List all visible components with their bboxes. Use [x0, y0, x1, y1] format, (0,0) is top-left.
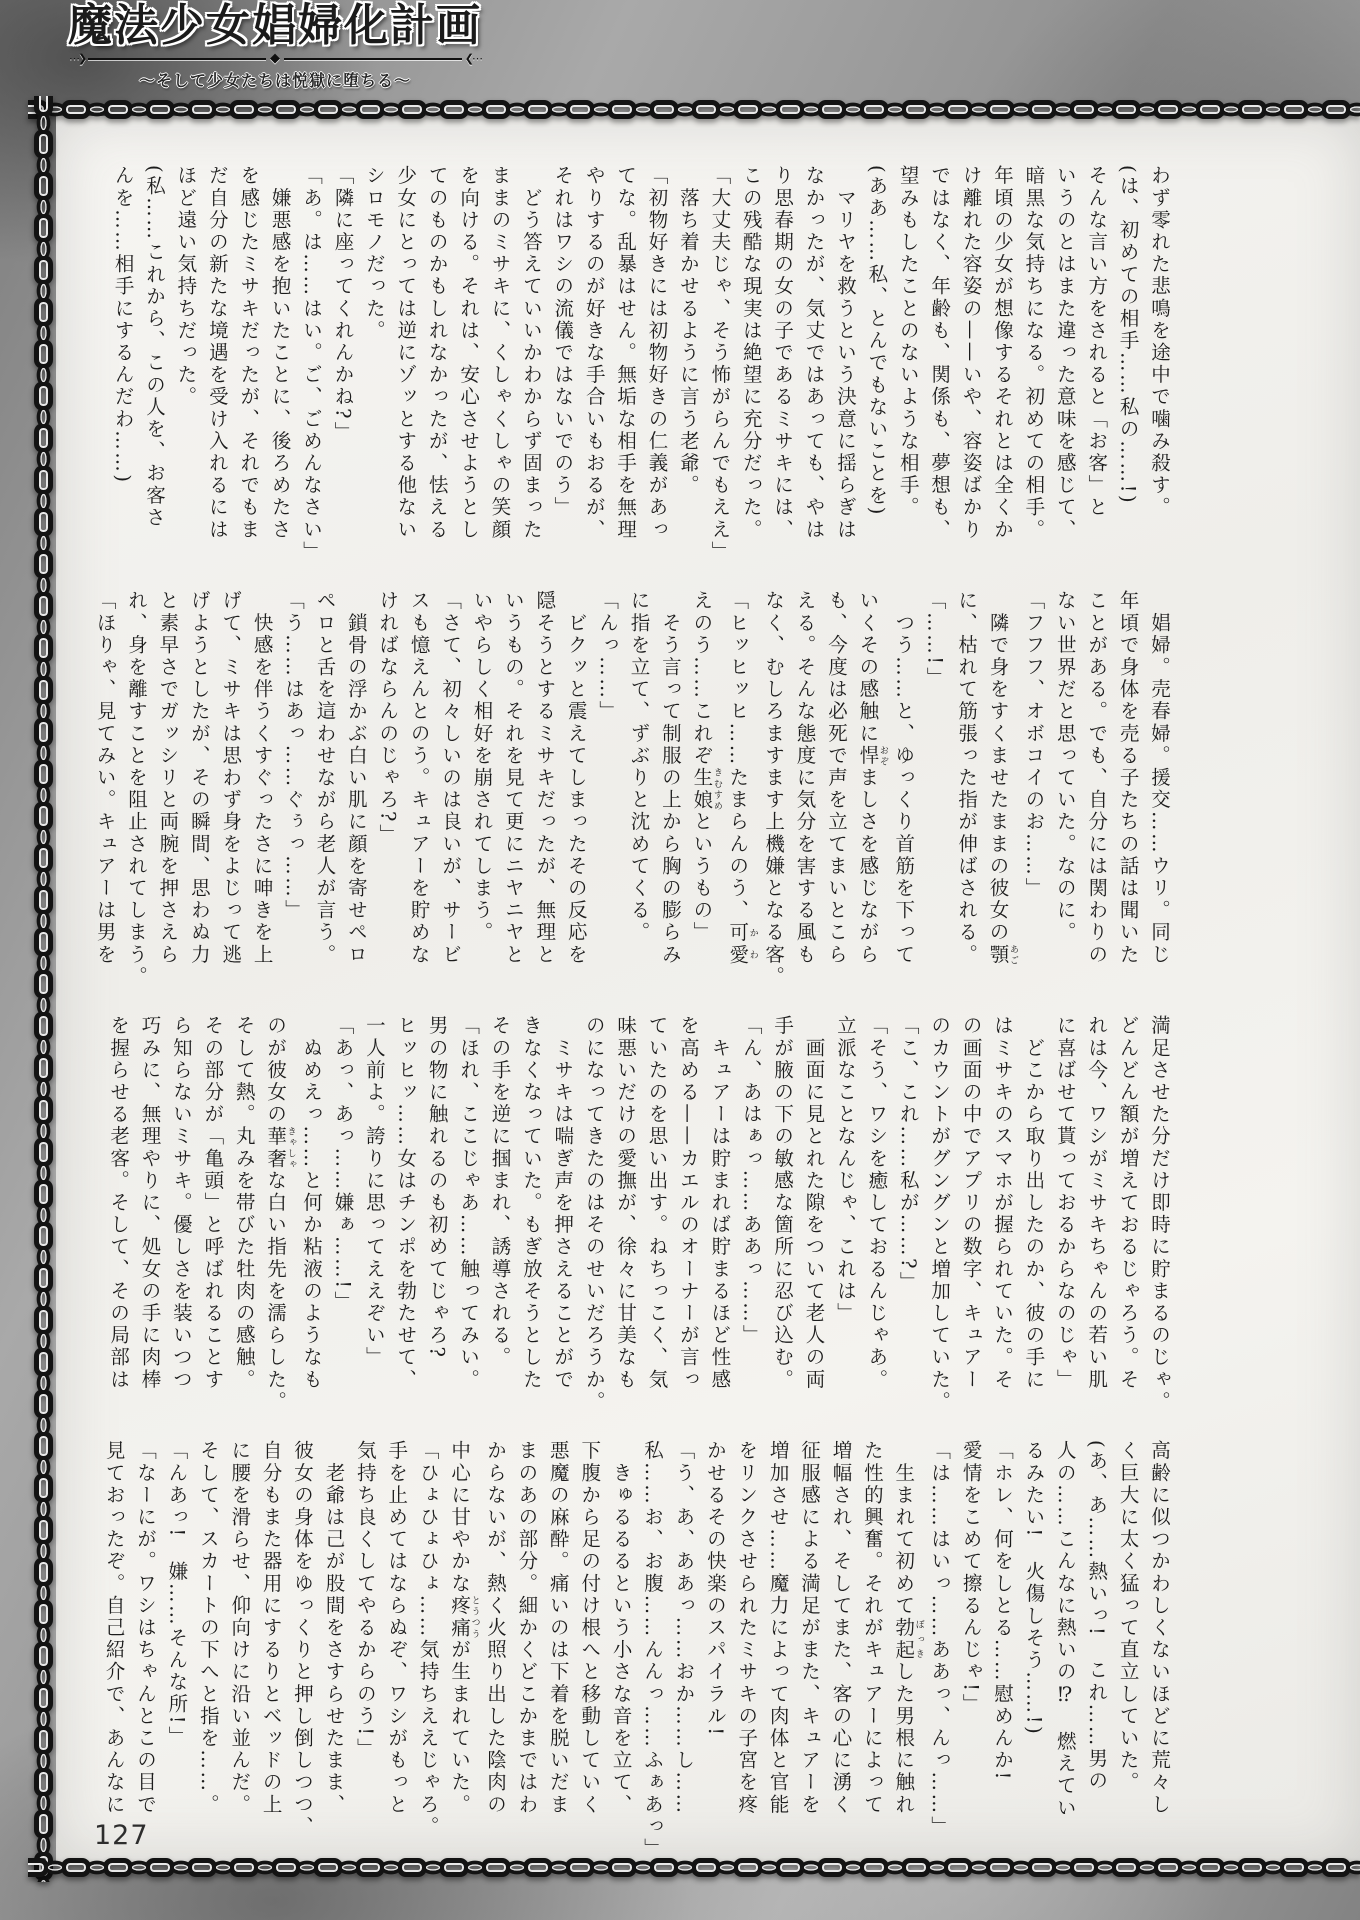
- page-number: 127: [94, 1820, 149, 1851]
- text-column: わず零れた悲鳴を途中で噛み殺す。: [1148, 165, 1171, 519]
- chain-link: [632, 1861, 654, 1875]
- chain-link: [37, 1582, 51, 1604]
- text-column: (あ、あ……熱いっ! これ……男の: [1085, 1440, 1109, 1793]
- chain-link: [758, 103, 780, 117]
- text-column: 画面に見とれた隙をついて老人の両: [802, 1015, 826, 1391]
- chain-link: [44, 1861, 66, 1875]
- text-column: てな。乱暴はせん。無垢な相手を無理: [614, 165, 638, 541]
- chain-link: [37, 280, 51, 302]
- text-column: んを……相手にするんだわ……): [111, 165, 135, 485]
- text-column: いうもの。それを見て更にニヤニヤと: [501, 590, 525, 966]
- text-column: そして熱。丸みを帯びた牡肉の感触。: [232, 1015, 256, 1391]
- chain-link: [86, 103, 108, 117]
- chain-link: [37, 1834, 51, 1856]
- chain-link: [548, 103, 570, 117]
- text-column: スも憶えんとのう。キュアーを貯めな: [407, 590, 431, 966]
- text-column: 落ち着かせるように言う老爺。: [676, 165, 700, 497]
- text-column: はミサキのスマホが握られていた。そ: [990, 1015, 1014, 1391]
- text-column: と素早さでガッシリと両腕を押さえら: [156, 590, 180, 966]
- chain-link: [37, 238, 51, 260]
- chain-link: [37, 1414, 51, 1436]
- text-column: なく、むしろますます上機嫌となる客。: [762, 590, 786, 988]
- text-column: 手を止めてはならぬぞ、ワシがもっと: [385, 1440, 409, 1816]
- text-column: 「ほりゃ、見てみい。キュアーは男を: [93, 590, 117, 966]
- chain-link: [1178, 1861, 1200, 1875]
- chain-link: [1262, 103, 1284, 117]
- chain-link: [37, 1792, 51, 1814]
- chain-link: [1136, 1861, 1158, 1875]
- chain-link: [37, 364, 51, 386]
- text-column: のになってきたのはそのせいだろうか。: [582, 1015, 606, 1413]
- text-column: かせるその快楽のスパイラル!: [703, 1440, 727, 1738]
- text-column: 増幅され、そしてまた、客の心に湧く: [829, 1440, 853, 1816]
- text-column: どう答えていいかわからず固まった: [519, 165, 543, 541]
- text-column: 「フフフ、オボコイのお……」: [1022, 590, 1046, 900]
- chain-border-bottom: [28, 1854, 1360, 1882]
- text-column: それはワシの流儀ではないでのう」: [551, 165, 575, 519]
- text-column: 「う、あ、ああっ……おか……し……: [672, 1440, 696, 1816]
- chain-link: [842, 1861, 864, 1875]
- chain-link: [37, 1708, 51, 1730]
- chain-link: [37, 1498, 51, 1520]
- chain-link: [37, 532, 51, 554]
- text-column: け離れた容姿の——いや、容姿ばかり: [959, 165, 983, 541]
- chain-link: [548, 1861, 570, 1875]
- text-column: える。そんな態度に気分を害する風も: [793, 590, 817, 966]
- title-divider-ornament: ⋯❯ ◆ ❮⋯: [69, 51, 481, 67]
- text-column: なかったが、気丈ではあっても、やは: [802, 165, 826, 541]
- chain-link: [968, 1861, 990, 1875]
- chain-link: [506, 1861, 528, 1875]
- chain-border-left: [30, 96, 58, 1882]
- text-column: 「ホレ、何をしとる……慰めんか!: [990, 1440, 1014, 1782]
- text-column: れ、身を離すことを阻止されてしまう。: [125, 590, 148, 988]
- chain-link: [884, 1861, 906, 1875]
- chain-link: [926, 103, 948, 117]
- chain-link: [37, 1456, 51, 1478]
- text-column: 中心に甘やかな疼痛とうつうが生まれていた。: [448, 1440, 480, 1816]
- chain-link: [800, 1861, 822, 1875]
- text-column: の画面の中でアプリの数字、キュアー: [959, 1015, 983, 1391]
- text-column: シロモノだった。: [362, 165, 386, 342]
- chain-link: [1220, 103, 1242, 117]
- text-column: 年頃で身体を売る子たちの話は聞いた: [1116, 590, 1140, 966]
- chain-link: [37, 1162, 51, 1184]
- text-column: 「……!」: [923, 590, 947, 689]
- chain-link: [464, 103, 486, 117]
- chain-link: [37, 784, 51, 806]
- chain-link: [1094, 103, 1116, 117]
- chain-link: [380, 1861, 402, 1875]
- chain-link: [37, 196, 51, 218]
- book-title: 魔法少女娼婦化計画: [68, 0, 482, 51]
- text-column: 「は……はいっ……ああっ、んっ……」: [928, 1440, 952, 1838]
- text-column: そして、スカートの下へと指を……。: [196, 1440, 220, 1816]
- text-column: ことがある。でも、自分には関わりの: [1085, 590, 1109, 966]
- text-column: 悪魔の麻酔。痛いのは下着を脱いだま: [546, 1440, 570, 1816]
- text-column: 鎖骨の浮かぶ白い肌に顔を寄せペロ: [344, 590, 368, 966]
- chain-link: [37, 1330, 51, 1352]
- text-column: 「あっ、あっ……嫌ぁ……!」: [331, 1015, 355, 1313]
- chain-link: [37, 952, 51, 974]
- chain-link: [800, 103, 822, 117]
- chain-link: [37, 910, 51, 932]
- text-column: に指を立て、ずぶりと沈めてくる。: [627, 590, 651, 944]
- text-column: げようとしたが、その瞬間、思わぬ力: [187, 590, 211, 966]
- text-band-1: [107, 165, 1175, 563]
- chain-link: [128, 103, 150, 117]
- chain-link: [632, 103, 654, 117]
- chain-link: [716, 103, 738, 117]
- text-column: に腰を滑らせ、仰向けに沿い並んだ。: [228, 1440, 252, 1816]
- text-column: そう言って制服の上から胸の膨らみ: [658, 590, 682, 966]
- chain-link: [37, 994, 51, 1016]
- chain-link: [37, 826, 51, 848]
- chain-link: [296, 103, 318, 117]
- text-column: 「大丈夫じゃ、そう怖がらんでもええ」: [708, 165, 732, 563]
- chain-link: [37, 1750, 51, 1772]
- chain-link: [380, 103, 402, 117]
- text-column: のカウントがグングンと増加していた。: [928, 1015, 952, 1413]
- chain-link: [37, 112, 51, 134]
- chain-link: [37, 490, 51, 512]
- text-column: (私……これから、この人を、お客さ: [143, 165, 166, 529]
- chain-link: [464, 1861, 486, 1875]
- chain-link: [1220, 1861, 1242, 1875]
- chain-link: [254, 1861, 276, 1875]
- text-column: れは今、ワシがミサキちゃんの若い肌: [1085, 1015, 1109, 1391]
- text-column: 「そう、ワシを癒しておるんじゃあ。: [865, 1015, 889, 1391]
- text-column: 見ておったぞ。自己紹介で、あんなに: [102, 1440, 126, 1816]
- chain-link: [590, 1861, 612, 1875]
- chain-link: [86, 1861, 108, 1875]
- chain-link: [37, 1288, 51, 1310]
- text-column: ていたのを思い出す。ねちっこく、気: [645, 1015, 669, 1391]
- chain-link: [1052, 103, 1074, 117]
- text-column: を向ける。それは、安心させようとし: [457, 165, 481, 541]
- text-column: ままのミサキに、くしゃくしゃの笑顔: [488, 165, 512, 541]
- text-column: マリヤを救うという決意に揺らぎは: [833, 165, 857, 541]
- text-column: のが彼女の華奢きゃしゃな白い指先を濡らした。: [264, 1015, 296, 1413]
- chain-link: [37, 1078, 51, 1100]
- text-column: この残酷な現実は絶望に充分だった。: [739, 165, 763, 541]
- chain-link: [37, 448, 51, 470]
- text-column: 娼婦。売春婦。援交……ウリ。同じ: [1148, 590, 1171, 966]
- text-column: 「ヒッヒッヒ……たまらんのう、可愛かわ: [726, 590, 758, 966]
- text-column: 増加させ……魔力によって肉体と官能: [766, 1440, 790, 1816]
- text-column: く巨大に太く猛って直立していた。: [1116, 1440, 1140, 1794]
- text-column: 「ひょひょひょ……気持ちええじゃろ。: [416, 1440, 440, 1838]
- chain-border-top: [28, 96, 1360, 124]
- text-column: 「さて、初々しいのは良いが、サービ: [439, 590, 463, 966]
- text-column: 「う……はあっ……ぐぅっ……」: [282, 590, 306, 922]
- text-column: に喜ばせて貰っておるからなのじゃ」: [1053, 1015, 1077, 1391]
- text-column: をリンクさせられたミサキの子宮を疼: [735, 1440, 759, 1816]
- text-column: (は、初めての相手……私の……!): [1116, 165, 1140, 506]
- text-column: 征服感による満足がまた、キュアーを: [798, 1440, 822, 1816]
- text-column: 愛情をこめて擦るんじゃ!」: [959, 1440, 983, 1716]
- text-column: 「ん、あはぁっ……ああっ……」: [739, 1015, 763, 1347]
- text-column: ほど遠い気持ちだった。: [174, 165, 198, 409]
- text-column: つう……と、ゆっくり首筋を下って: [892, 590, 916, 966]
- text-column: からないが、熱く火照り出した陰肉の: [483, 1440, 507, 1816]
- chain-link: [968, 103, 990, 117]
- text-column: 「隣に座ってくれんかね?」: [331, 165, 355, 444]
- text-column: 「んあっ! 嫌……そんな所!」: [165, 1440, 189, 1749]
- text-column: いくその感触に悍おぞましさを感じながら: [856, 590, 888, 966]
- text-column: (ああ……私、とんでもないことを): [865, 165, 889, 517]
- text-column: た性的興奮。それがキュアーによって: [860, 1440, 884, 1816]
- text-column: を高める——カエルのオーナーが言っ: [676, 1015, 700, 1391]
- chain-link: [1010, 103, 1032, 117]
- text-column: 満足させた分だけ即時に貯まるのじゃ。: [1148, 1015, 1171, 1413]
- chain-link: [37, 616, 51, 638]
- chain-link: [1052, 1861, 1074, 1875]
- text-column: を握らせる老客。そして、その局部は: [107, 1015, 131, 1391]
- text-column: その手を逆に掴まれ、誘導される。: [488, 1015, 512, 1369]
- text-column: てのものかもしれなかったが、怯える: [425, 165, 449, 541]
- chain-link: [37, 406, 51, 428]
- chain-link: [170, 1861, 192, 1875]
- text-column: 隣で身をすくませたままの彼女の顎あご: [986, 590, 1018, 966]
- chain-link: [296, 1861, 318, 1875]
- chain-link: [590, 103, 612, 117]
- text-column: きなくなっていた。もぎ放そうとした: [519, 1015, 543, 1391]
- chain-link: [674, 103, 696, 117]
- text-column: 隠そうとするミサキだったが、無理と: [533, 590, 557, 966]
- text-column: 「こ、これ……私が……?」: [896, 1015, 920, 1294]
- chain-link: [422, 1861, 444, 1875]
- text-band-2: [89, 590, 1175, 988]
- text-column: ではなく、年齢も、関係も、夢想も、: [928, 165, 952, 541]
- text-column: 味悪いだけの愛撫が、徐々に甘美なも: [614, 1015, 638, 1391]
- text-column: を感じたミサキだったが、それでもま: [237, 165, 261, 541]
- text-column: どんどん額が増えておるじゃろう。そ: [1116, 1015, 1140, 1391]
- text-column: 自分もまた器用にするりとベッドの上: [259, 1440, 283, 1816]
- text-column: えのう……これぞ生娘きむすめというもの」: [690, 590, 722, 944]
- chain-link: [128, 1861, 150, 1875]
- text-column: 「初物好きには初物好きの仁義があっ: [645, 165, 669, 541]
- chain-link: [1178, 103, 1200, 117]
- chain-link: [422, 103, 444, 117]
- text-column: 「ほれ、ここじゃあ……触ってみい。: [457, 1015, 481, 1391]
- chain-link: [338, 103, 360, 117]
- chain-link: [37, 700, 51, 722]
- text-column: 男の物に触れるのも初めてじゃろ?: [425, 1015, 449, 1360]
- chain-link: [674, 1861, 696, 1875]
- chain-link: [506, 103, 528, 117]
- text-column: 人の……こんなに熱いの⁉ 燃えてい: [1053, 1440, 1077, 1820]
- diamond-ornament: ◆: [270, 51, 280, 67]
- text-column: 高齢に似つかわしくないほどに荒々し: [1148, 1440, 1171, 1816]
- text-column: り思春期の女の子であるミサキには、: [771, 165, 795, 541]
- chain-link: [37, 658, 51, 680]
- text-column: も、今度は必死で声を立てまいとこら: [824, 590, 848, 966]
- text-column: 立派なことなんじゃ、これは」: [833, 1015, 857, 1325]
- text-column: ペロと舌を這わせながら老人が言う。: [313, 590, 337, 966]
- chain-link: [884, 103, 906, 117]
- text-column: いやらしく相好を崩されてしまう。: [470, 590, 494, 944]
- chain-link: [926, 1861, 948, 1875]
- text-column: 「んっ……」: [596, 590, 620, 723]
- chain-link: [37, 574, 51, 596]
- text-column: 暗黒な気持ちになる。初めての相手。: [1022, 165, 1046, 541]
- text-column: ない世界だと思っていた。なのに。: [1053, 590, 1077, 944]
- text-column: だ自分の新たな境遇を受け入れるには: [205, 165, 229, 541]
- text-column: るみたい! 火傷しそう……!): [1022, 1440, 1046, 1737]
- chain-link: [212, 1861, 234, 1875]
- text-column: 気持ち良くしてやるからのう!」: [353, 1440, 377, 1760]
- text-column: 手が腋の下の敏感な箇所に忍び込む。: [771, 1015, 795, 1391]
- chain-link: [1136, 103, 1158, 117]
- text-column: まのあの部分。細かくどこかまではわ: [515, 1440, 539, 1816]
- chain-link: [37, 1036, 51, 1058]
- text-column: 一人前よ。誇りに思ってええぞい」: [362, 1015, 386, 1369]
- text-column: 少女にとっては逆にゾッとする他ない: [394, 165, 418, 541]
- chain-link: [37, 868, 51, 890]
- chain-link: [842, 103, 864, 117]
- text-column: 快感を伴うくすぐったさに呻きを上: [250, 590, 274, 966]
- chain-link: [1262, 1861, 1284, 1875]
- chain-link: [1304, 103, 1326, 117]
- chain-link: [170, 103, 192, 117]
- text-column: その部分が「亀頭」と呼ばれることす: [201, 1015, 225, 1391]
- chain-link: [1094, 1861, 1116, 1875]
- text-column: 生まれて初めて勃起ぼっきした男根に触れ: [892, 1440, 924, 1816]
- text-column: ければならんのじゃろ?」: [376, 590, 400, 847]
- chain-link: [37, 154, 51, 176]
- text-column: に、枯れて筋張った指が伸ばされる。: [955, 590, 979, 966]
- book-subtitle: 〜そして少女たちは悦獄に堕ちる〜: [138, 71, 411, 91]
- chain-link: [37, 1120, 51, 1142]
- text-column: いうのとはまた違った意味を感じて、: [1053, 165, 1077, 541]
- chain-link: [37, 1204, 51, 1226]
- text-column: ら知らないミサキ。優しさを装いつつ: [169, 1015, 193, 1391]
- text-column: ぬめえっ……と何か粘液のようなも: [300, 1015, 324, 1391]
- chain-link: [254, 103, 276, 117]
- text-column: 「なーにが。ワシはちゃんとこの目で: [134, 1440, 157, 1816]
- chain-link: [716, 1861, 738, 1875]
- chain-link: [1010, 1861, 1032, 1875]
- text-column: そんな言い方をされると「お客」と: [1085, 165, 1109, 519]
- text-column: 「あ。は……はい。ご、ごめんなさい」: [300, 165, 324, 563]
- chain-link: [37, 1246, 51, 1268]
- text-column: 巧みに、無理やりに、処女の手に肉棒: [138, 1015, 162, 1391]
- text-column: どこから取り出したのか、彼の手に: [1022, 1015, 1046, 1391]
- text-column: 老爺は己が股間をさすらせたまま、: [322, 1440, 346, 1816]
- chain-link: [37, 742, 51, 764]
- text-column: 下腹から足の付け根へと移動していく: [578, 1440, 602, 1816]
- chain-link: [37, 1624, 51, 1646]
- chain-link: [37, 1540, 51, 1562]
- chain-link: [37, 1372, 51, 1394]
- text-band-3: [103, 1015, 1175, 1413]
- chain-link: [37, 1666, 51, 1688]
- chain-link: [338, 1861, 360, 1875]
- chain-link: [758, 1861, 780, 1875]
- text-column: げて、ミサキは思わず身をよじって逃: [219, 590, 243, 966]
- chain-link: [212, 103, 234, 117]
- text-column: やりするのが好きな手合いもおるが、: [582, 165, 606, 541]
- text-column: ビクッと震えてしまったその反応を: [564, 590, 588, 966]
- text-column: 私……お、お腹……んんっ……ふぁあっ」: [641, 1440, 664, 1860]
- text-column: 彼女の身体をゆっくりと押し倒しつつ、: [291, 1440, 315, 1838]
- text-column: きゅるるるという小さな音を立て、: [609, 1440, 633, 1816]
- text-column: ヒッヒッ……女はチンポを勃たせて、: [394, 1015, 418, 1391]
- text-column: キュアーは貯まれば貯まるほど性感: [708, 1015, 732, 1391]
- text-column: ミサキは喘ぎ声を押さえることがで: [551, 1015, 575, 1391]
- title-block: [60, 2, 490, 91]
- chain-link: [37, 322, 51, 344]
- chain-link: [1304, 1861, 1326, 1875]
- text-column: 望みもしたことのないような相手。: [896, 165, 920, 519]
- text-column: 年頃の少女が想像するそれとは全くか: [990, 165, 1014, 541]
- text-column: 嫌悪感を抱いたことに、後ろめたさ: [268, 165, 292, 541]
